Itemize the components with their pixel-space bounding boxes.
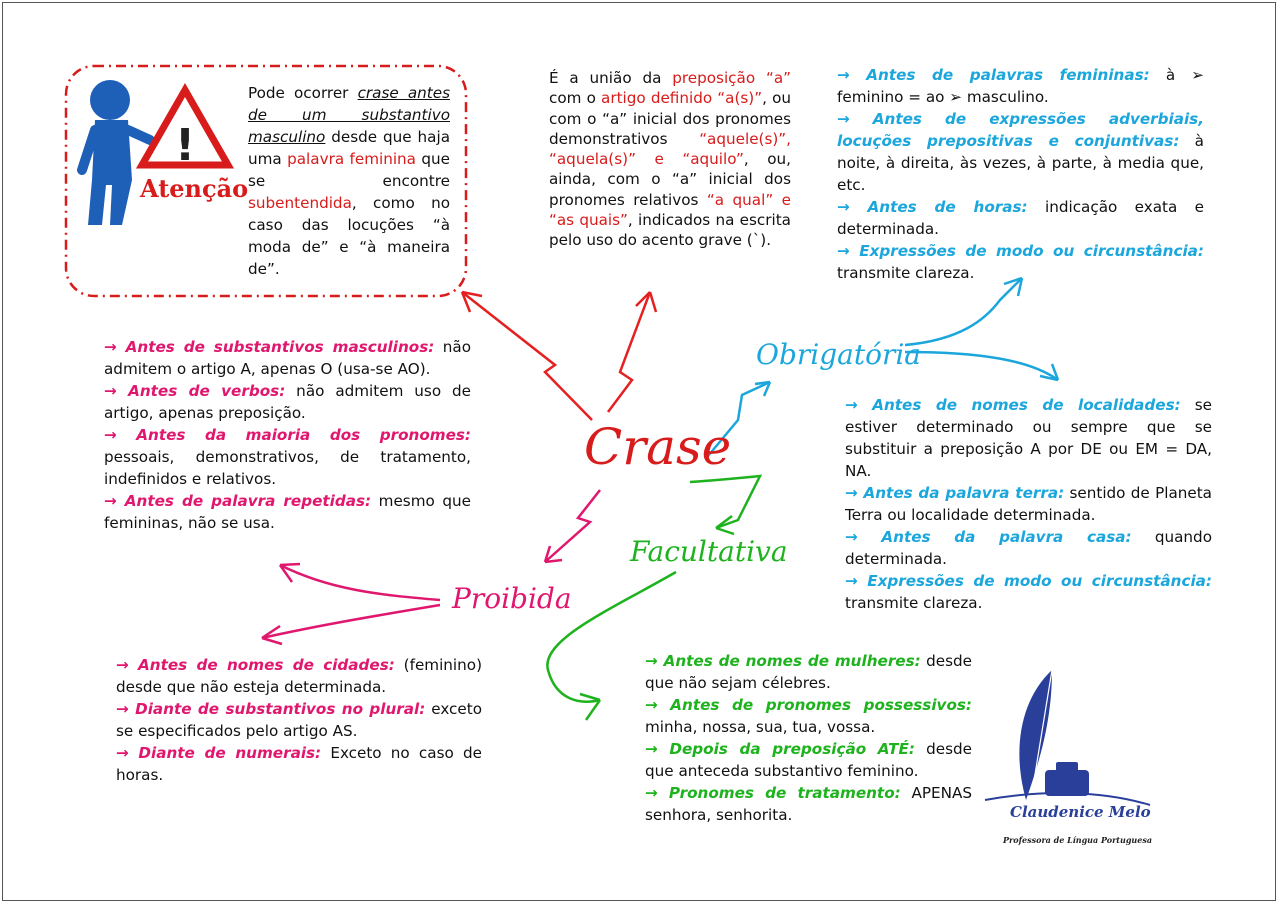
- red-arrow-right: [608, 292, 650, 412]
- logo-name: Claudenice Melo: [1010, 803, 1151, 821]
- list-item: → Antes da palavra casa: quando determinada.: [845, 528, 1212, 568]
- def-t2: preposição “a”: [672, 69, 791, 87]
- list-item: → Antes de expressões adverbiais, locuções prepositivas e conjuntivas: à noite, à direita, às vezes, à parte, à media que, etc.: [837, 110, 1204, 194]
- warning-person-icon: [82, 80, 228, 225]
- list-item: → Antes de nomes de localidades: se estiver determinado ou sempre que se substituir a preposição A por DE ou EM = DA, NA.: [845, 396, 1212, 480]
- cyan-arrow-right: [905, 352, 1058, 380]
- def-t6: “aquele(s)”, “aquela(s)” e “aquilo”: [549, 129, 791, 169]
- list-item: → Antes de nomes de mulheres: desde que não sejam célebres.: [645, 652, 972, 692]
- obrigatoria-top-list: [837, 64, 1204, 284]
- definition-text: [549, 68, 791, 251]
- attention-badge: Atenção: [140, 174, 249, 203]
- attention-t5: que se encontre: [248, 150, 450, 190]
- svg-text:!: !: [174, 120, 196, 171]
- list-item: → Antes de pronomes possessivos: minha, nossa, sua, tua, vossa.: [645, 696, 972, 736]
- branch-proibida: Proibida: [452, 582, 572, 615]
- def-t9: , indicados na escrita pelo uso do acento grave (`).: [549, 211, 791, 250]
- obrigatoria-right-list: [845, 394, 1212, 614]
- proibida-top-list: [104, 336, 471, 534]
- attention-t7: , como no caso das locuções “à moda de” e “à maneira de”.: [248, 194, 450, 278]
- list-item: → Diante de substantivos no plural: exceto se especificados pelo artigo AS.: [116, 700, 482, 740]
- list-item: → Antes de palavra repetidas: mesmo que femininas, não se usa.: [104, 492, 471, 532]
- def-t8: “a qual” e “as quais”: [549, 190, 791, 230]
- quill-logo-icon: [985, 670, 1150, 805]
- attention-t1: Pode ocorrer: [248, 84, 358, 102]
- attention-text: [248, 82, 450, 280]
- branch-obrigatoria: Obrigatória: [756, 338, 921, 371]
- def-t1: É a união da: [549, 69, 673, 87]
- cyan-arrow-top: [905, 278, 1022, 345]
- list-item: → Antes de substantivos masculinos: não admitem o artigo A, apenas O (usa-se AO).: [104, 338, 471, 378]
- logo-subtitle: Professora de Língua Portuguesa: [1003, 835, 1153, 845]
- list-item: → Pronomes de tratamento: APENAS senhora, senhorita.: [645, 784, 972, 824]
- center-title: Crase: [584, 418, 732, 476]
- list-item: → Antes de nomes de cidades: (feminino) desde que não esteja determinada.: [116, 656, 482, 696]
- pink-arrow-left: [280, 565, 440, 600]
- facultativa-list: [645, 650, 972, 826]
- list-item: → Expressões de modo ou circunstância: transmite clareza.: [845, 572, 1212, 612]
- red-arrow-left: [462, 292, 592, 420]
- list-item: → Antes da maioria dos pronomes: pessoais, demonstrativos, de tratamento, indefinidos e relativos.: [104, 426, 471, 488]
- list-item: → Antes de horas: indicação exata e determinada.: [837, 198, 1204, 238]
- def-t5: , ou com o “a” inicial dos pronomes demonstrativos: [549, 89, 791, 148]
- list-item: → Antes de verbos: não admitem uso de artigo, apenas preposição.: [104, 382, 471, 422]
- def-t3: com o: [549, 89, 602, 108]
- branch-facultativa: Facultativa: [630, 535, 788, 568]
- attention-t2: crase antes de um substantivo masculino: [248, 84, 450, 146]
- def-t4: artigo definido “a(s)”: [601, 89, 763, 108]
- proibida-bottom-list: [116, 654, 482, 786]
- def-t7: , ou, ainda, com o “a” inicial dos pronomes relativos: [549, 150, 791, 209]
- attention-t4: palavra feminina: [287, 150, 416, 168]
- list-item: → Diante de numerais: Exceto no caso de horas.: [116, 744, 482, 784]
- pink-arrow-center: [545, 490, 600, 562]
- attention-t6: subentendida: [248, 194, 352, 212]
- list-item: → Antes da palavra terra: sentido de Planeta Terra ou localidade determinada.: [845, 484, 1212, 524]
- pink-arrow-bottom: [262, 605, 440, 638]
- list-item: → Expressões de modo ou circunstância: transmite clareza.: [837, 242, 1204, 282]
- list-item: → Antes de palavras femininas: à ➢ feminino = ao ➢ masculino.: [837, 66, 1204, 106]
- list-item: → Depois da preposição ATÉ: desde que anteceda substantivo feminino.: [645, 740, 972, 780]
- attention-t3: desde que haja uma: [248, 128, 450, 168]
